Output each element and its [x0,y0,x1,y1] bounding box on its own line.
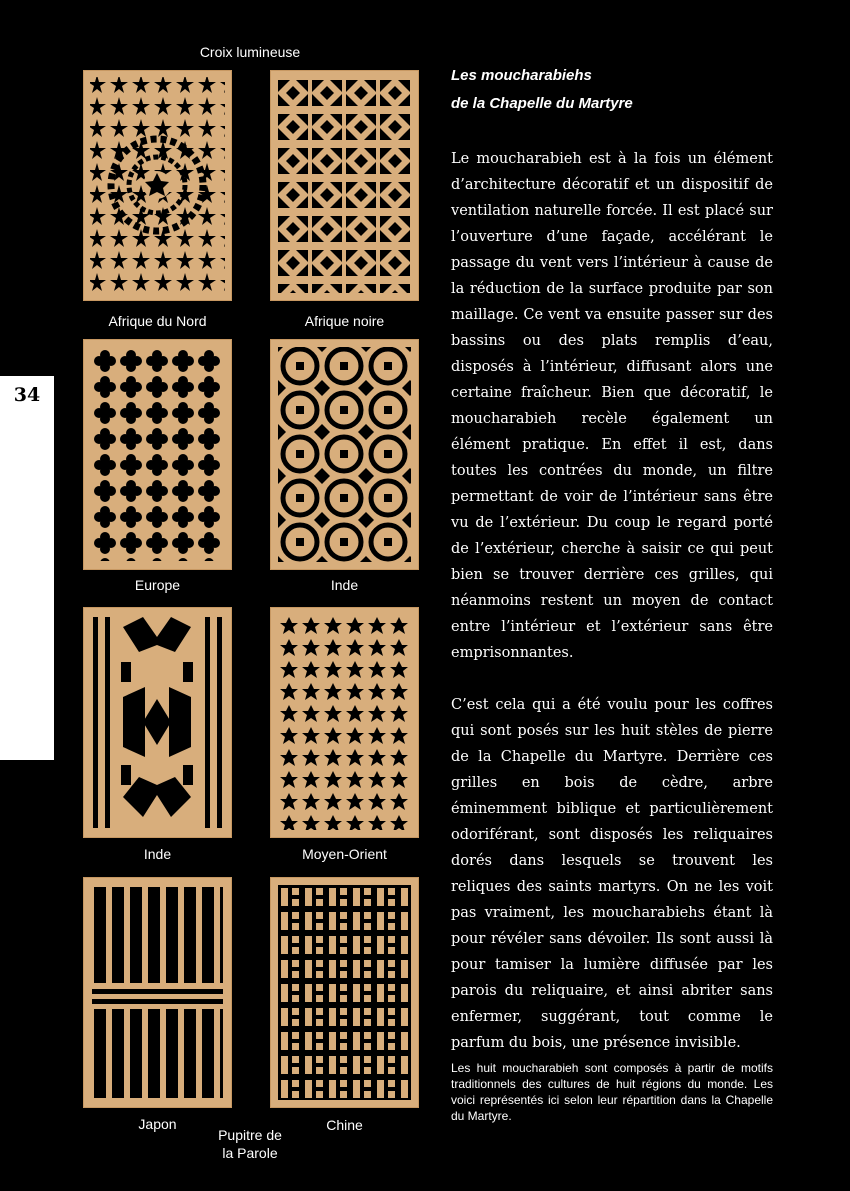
panel-chine [270,877,419,1108]
panel-japon [83,877,232,1108]
article [451,62,773,1056]
panel-moyen-orient [270,607,419,838]
caption-afrique-noire: Afrique noire [304,313,385,329]
panel-inde-1 [270,339,419,570]
article-note: Les huit moucharabieh sont composés à partir de motifs traditionnels des cultures de huit régions du monde. Les voici représentés ici selon leur répartition dans la Chapelle du Martyre. [451,1061,773,1123]
panel-afrique-du-nord [83,70,232,301]
caption-pupitre-line2: la Parole [222,1145,278,1161]
caption-chine: Chine [326,1117,363,1133]
article-title-line2: de la Chapelle du Martyre [451,95,633,112]
caption-croix-lumineuse: Croix lumineuse [199,44,301,60]
caption-afrique-du-nord: Afrique du Nord [108,313,207,329]
panel-inde-2 [83,607,232,838]
caption-inde-2: Inde [143,846,172,862]
article-title-line1: Les moucharabiehs [451,67,592,84]
caption-japon: Japon [138,1116,177,1132]
caption-inde-1: Inde [330,577,359,593]
caption-europe: Europe [134,577,181,593]
page-tab [0,376,54,760]
page-number: 34 [13,384,41,406]
panel-europe [83,339,232,570]
article-paragraph-1: Le moucharabieh est à la fois un élément d’architecture décoratif et un dispositif de ventilation naturelle forcée. Il est placé sur l’ouverture d’une façade, accélérant le passage du vent vers l’intérieur à cause de la réduction de la surface produite par son maillage. Ce vent va ensuite passer sur des bassins ou des plats remplis d’eau, disposés à l’intérieur, diffusant alors une certaine fraîcheur. Bien que décoratif, le moucharabieh recèle également un élément pratique. En effet il est, dans toutes les contrées du monde, un filtre permettant de voir de l’intérieur sans être vu de l’extérieur. Du coup le regard porté de l’extérieur, cherche à saisir ce qui peut bien se trouver derrière ces grilles, qui néanmoins restent un moyen de contact entre l’intérieur et l’extérieur sans être emprisonnantes. [451,151,773,661]
caption-pupitre-line1: Pupitre de [218,1127,282,1143]
panel-afrique-noire [270,70,419,301]
caption-moyen-orient: Moyen-Orient [302,846,387,862]
article-paragraph-2: C’est cela qui a été voulu pour les coffres qui sont posés sur les huit stèles de pierre de la Chapelle du Martyre. Derrière ces grilles en bois de cèdre, arbre éminemment biblique et particulièrement odoriférant, sont disposés les reliquaires dorés dans lesquels se trouvent les reliques des saints martyrs. On ne les voit pas vraiment, les moucharabiehs étant là pour révéler sans dévoiler. Ils sont aussi là pour tamiser la lumière diffusée par les parois du reliquaire, et ainsi abriter sans enfermer, suggérant, tout comme le parfum du bois, une présence invisible. [451,697,773,1051]
